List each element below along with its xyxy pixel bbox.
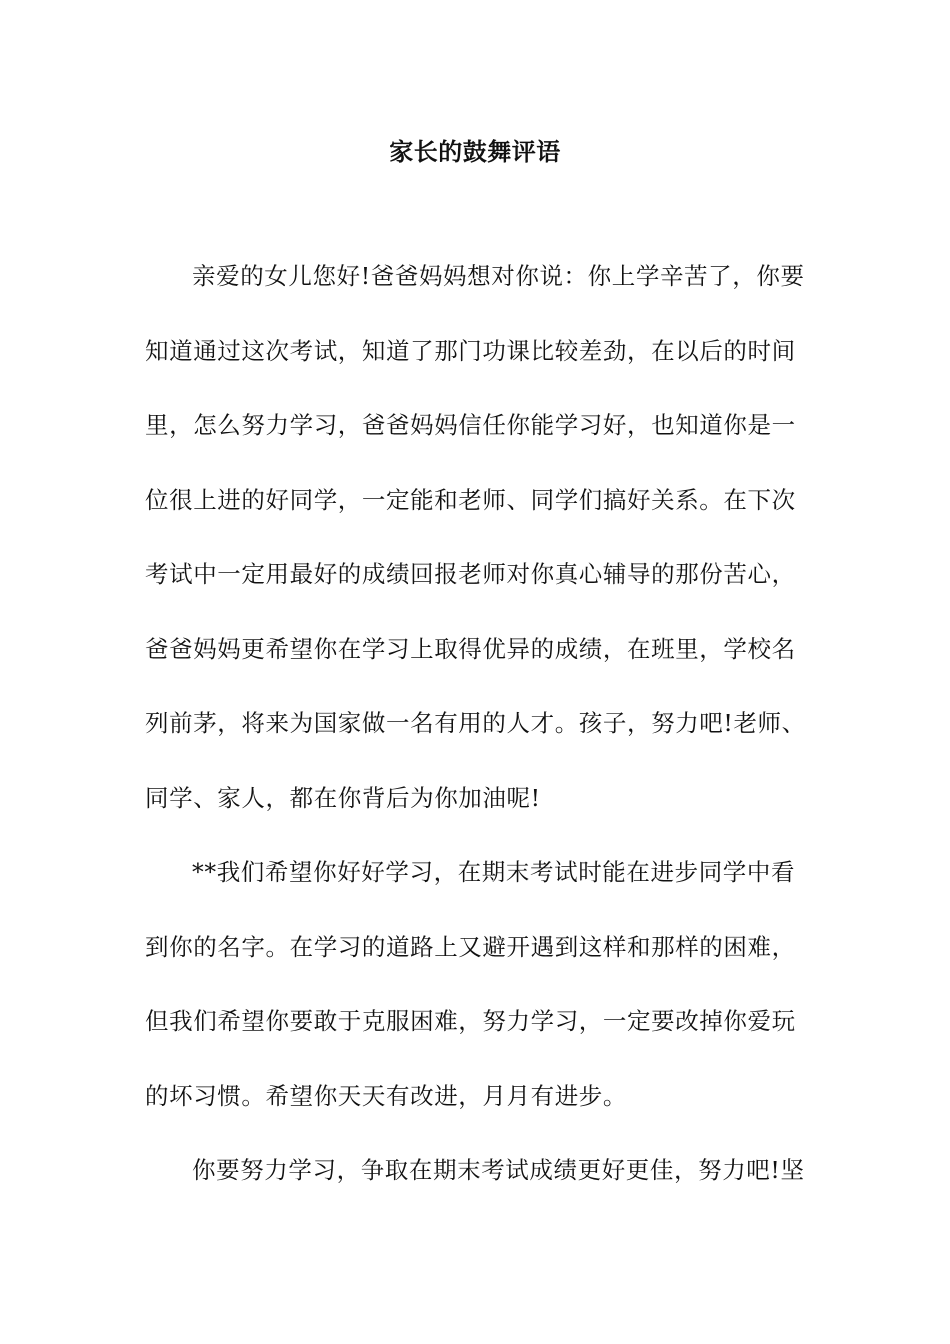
paragraph-line: 亲爱的女儿您好!爸爸妈妈想对你说：你上学辛苦了，你要 — [192, 262, 805, 290]
paragraph-line: 位很上进的好同学，一定能和老师、同学们搞好关系。在下次 — [145, 486, 796, 514]
paragraph-line: 里，怎么努力学习，爸爸妈妈信任你能学习好，也知道你是一 — [145, 411, 796, 439]
paragraph-line: 的坏习惯。希望你天天有改进，月月有进步。 — [145, 1082, 627, 1110]
paragraph-line: **我们希望你好好学习，在期末考试时能在进步同学中看 — [192, 858, 796, 886]
paragraph-line: 你要努力学习，争取在期末考试成绩更好更佳，努力吧!坚 — [192, 1156, 805, 1184]
paragraph-line: 列前茅，将来为国家做一名有用的人才。孩子，努力吧!老师、 — [145, 709, 806, 737]
paragraph-line: 知道通过这次考试，知道了那门功课比较差劲，在以后的时间 — [145, 337, 796, 365]
paragraph-line: 到你的名字。在学习的道路上又避开遇到这样和那样的困难， — [145, 933, 796, 961]
paragraph-line: 但我们希望你要敢于克服困难，努力学习，一定要改掉你爱玩 — [145, 1007, 796, 1035]
paragraph-line: 考试中一定用最好的成绩回报老师对你真心辅导的那份苦心， — [145, 560, 796, 588]
document-title: 家长的鼓舞评语 — [389, 137, 561, 166]
paragraph-line: 同学、家人，都在你背后为你加油呢! — [145, 784, 541, 812]
paragraph-line: 爸爸妈妈更希望你在学习上取得优异的成绩，在班里，学校名 — [145, 635, 796, 663]
